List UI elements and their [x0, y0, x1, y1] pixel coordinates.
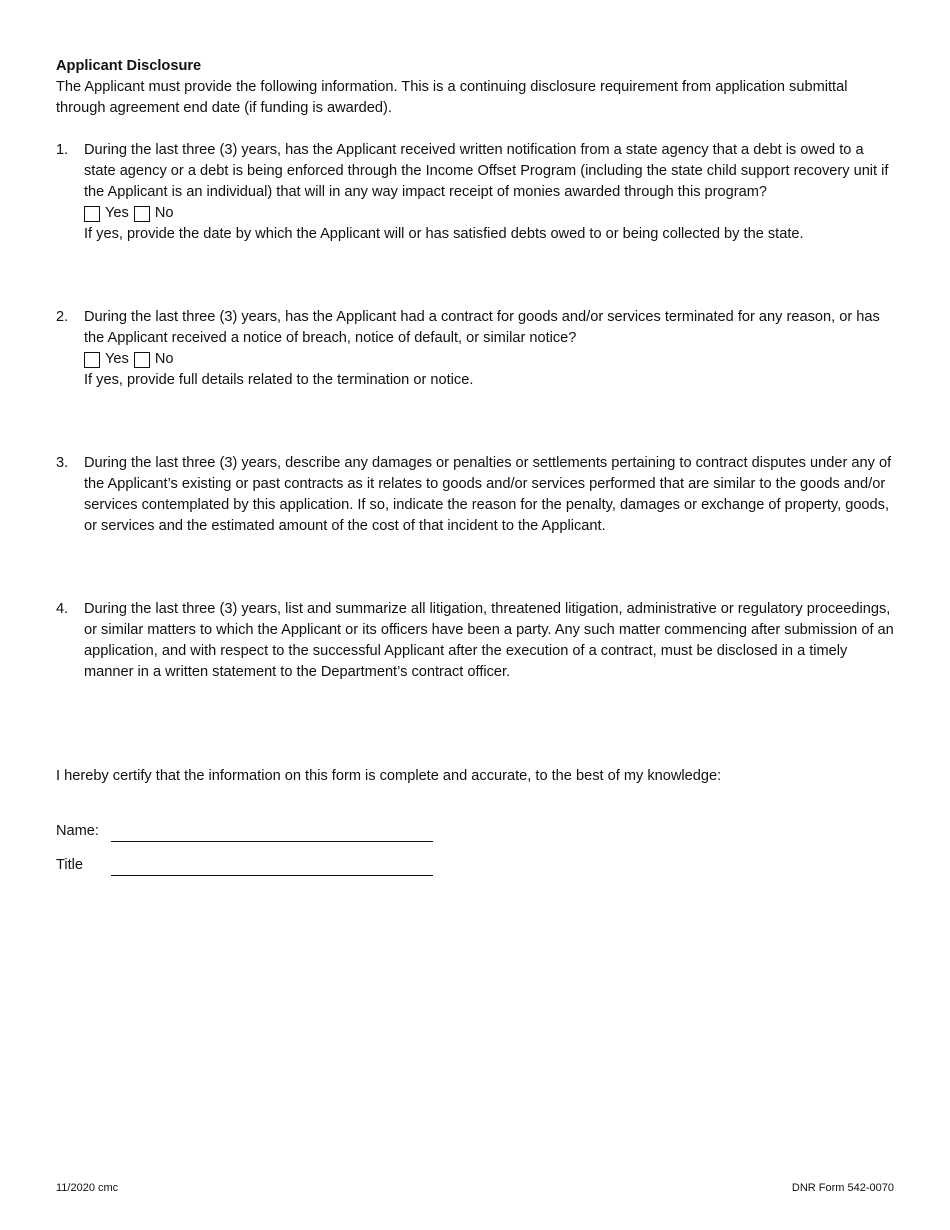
title-input-line[interactable]: [111, 858, 433, 876]
form-heading: Applicant Disclosure: [56, 58, 202, 74]
no-checkbox[interactable]: [134, 352, 150, 368]
question-followup: If yes, provide full details related to the termination or notice.: [84, 372, 474, 388]
no-label: No: [154, 205, 174, 221]
question-2: [56, 307, 896, 391]
yes-label: Yes: [105, 351, 129, 367]
form-intro: The Applicant must provide the following information. This is a continuing disclosure requirement from application submittal through agreement end date (if funding is awarded).: [56, 79, 848, 116]
no-checkbox[interactable]: [134, 206, 150, 222]
question-3: [56, 453, 896, 537]
yes-label: Yes: [105, 205, 129, 221]
footer-date-code: 11/2020 cmc: [56, 1182, 119, 1194]
yes-no-options: [84, 349, 896, 370]
question-text: During the last three (3) years, describe any damages or penalties or settlements pertaining to contract disputes under any of the Applicant’s existing or past contracts as it relates to goods and/or services performed that are similar to the goods and/or services contemplated by this application. If so, indicate the reason for the penalty, damages or exchange of property, goods, or services and the estimated amount of the cost of that incident to the Applicant.: [84, 455, 892, 534]
name-label: Name:: [56, 823, 99, 839]
name-field-row: [56, 821, 896, 842]
yes-checkbox[interactable]: [84, 206, 100, 222]
question-number: 4.: [56, 601, 69, 617]
title-field-row: [56, 855, 896, 876]
certification-statement: I hereby certify that the information on this form is complete and accurate, to the best of my knowledge:: [56, 768, 722, 784]
yes-no-options: [84, 203, 896, 224]
question-1: [56, 140, 896, 245]
disclosure-form: [56, 56, 896, 876]
name-input-line[interactable]: [111, 824, 433, 842]
question-text: During the last three (3) years, has the Applicant received written notification from a state agency that a debt is owed to a state agency or a debt is being enforced through the Income Offset Program (including the state child support recovery unit if the Applicant is an individual) that will in any way impact receipt of monies awarded through this program?: [84, 142, 889, 200]
question-followup: If yes, provide the date by which the Applicant will or has satisfied debts owed to or being collected by the state.: [84, 226, 804, 242]
no-label: No: [154, 351, 174, 367]
question-text: During the last three (3) years, has the Applicant had a contract for goods and/or services terminated for any reason, or has the Applicant received a notice of breach, notice of default, or similar notice?: [84, 309, 880, 346]
footer-form-number: DNR Form 542-0070: [791, 1182, 894, 1194]
question-number: 1.: [56, 142, 69, 158]
question-number: 2.: [56, 309, 69, 325]
title-label: Title: [56, 857, 84, 873]
question-4: [56, 599, 896, 683]
question-number: 3.: [56, 455, 69, 471]
question-text: During the last three (3) years, list and summarize all litigation, threatened litigation, administrative or regulatory proceedings, or similar matters to which the Applicant or its officers have been a party. Any such matter commencing after submission of an application, and with respect to the successful Applicant after the execution of a contract, must be disclosed in a timely manner in a written statement to the Department’s contract officer.: [84, 601, 894, 680]
yes-checkbox[interactable]: [84, 352, 100, 368]
